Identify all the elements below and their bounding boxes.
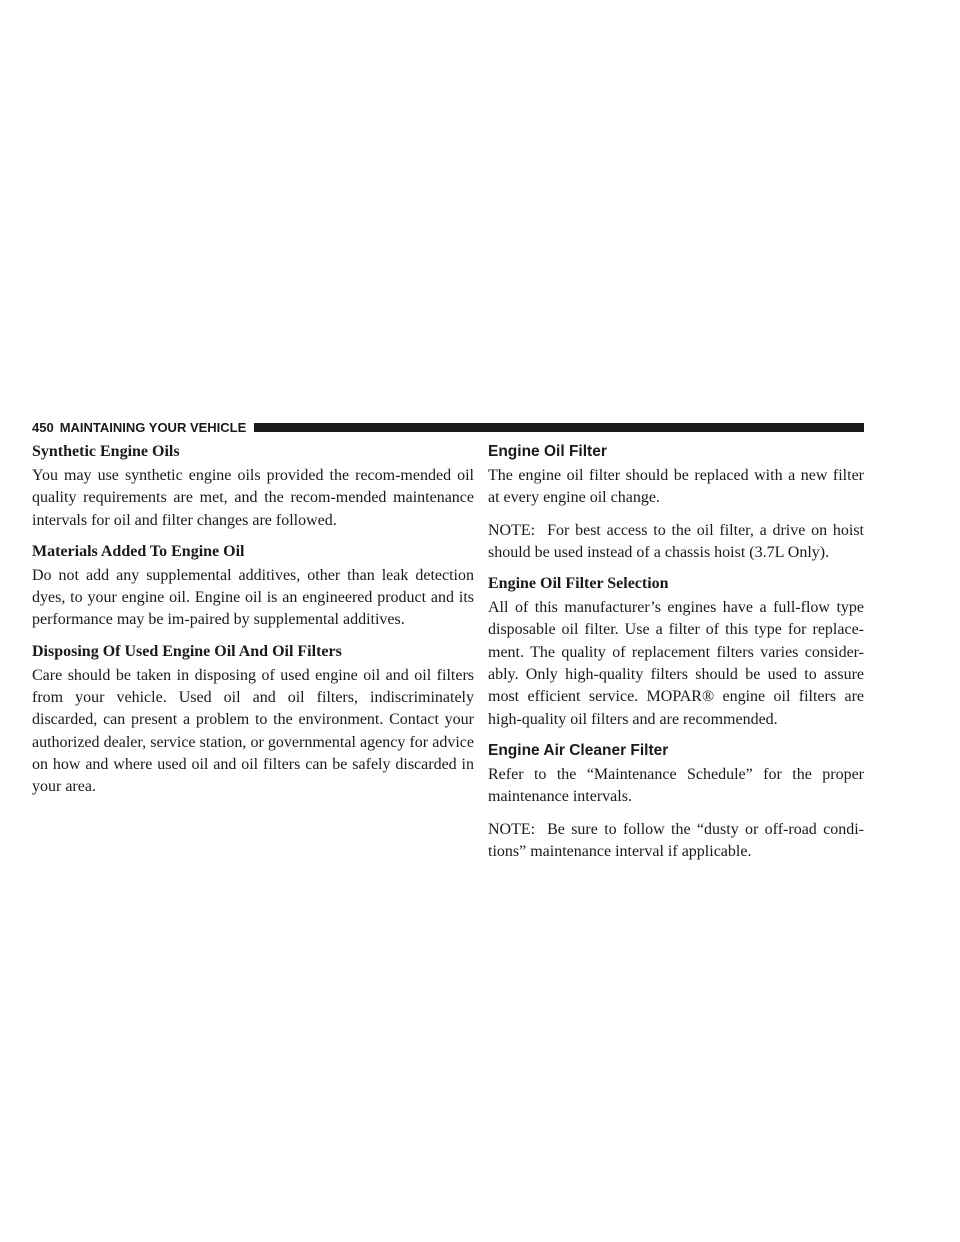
section-body: You may use synthetic engine oils provided the recom-mended oil quality requirements are met, and the recom-mended maintenance intervals for oil and filter changes are followed. [32, 467, 474, 529]
section-body: All of this manufacturer’s engines have a full-flow type disposable oil filter. Use a filter of this type for replace-ment. The quality of replacement filters varies consider-ably. Only high-quality filters should be used to assure most efficient service. MOPAR® engine oil filters are high-quality oil filters and are recommended. [488, 599, 864, 728]
page-header [32, 418, 864, 436]
note-paragraph [488, 520, 864, 565]
section-air-cleaner [488, 741, 864, 863]
section-heading: Engine Oil Filter Selection [488, 575, 669, 593]
right-column [488, 442, 864, 873]
note-paragraph [488, 819, 864, 864]
note-text: For best access to the oil filter, a drive on hoist should be used instead of a chassis hoist (3.7L Only). [488, 521, 864, 561]
note-label: NOTE: [488, 820, 536, 838]
header-rule [254, 423, 864, 432]
section-title: MAINTAINING YOUR VEHICLE [59, 419, 247, 435]
section-disposing-oil [32, 642, 474, 799]
left-column [32, 442, 474, 809]
note-text: Be sure to follow the “dusty or off-road condi-tions” maintenance interval if applicable. [488, 820, 864, 860]
page-number: 450 [32, 419, 54, 435]
section-body: The engine oil filter should be replaced with a new filter at every engine oil change. [488, 467, 864, 507]
section-heading: Engine Oil Filter [488, 443, 607, 460]
section-filter-selection [488, 574, 864, 731]
section-heading: Disposing Of Used Engine Oil And Oil Filters [32, 642, 342, 660]
section-oil-filter [488, 442, 864, 564]
section-heading: Materials Added To Engine Oil [32, 542, 245, 560]
section-body: Do not add any supplemental additives, other than leak detection dyes, to your engine oil. Engine oil is an engineered product and its performance may be im-paired by supplemental additives. [32, 566, 474, 629]
section-body: Refer to the “Maintenance Schedule” for the proper maintenance intervals. [488, 765, 864, 806]
note-label: NOTE: [488, 521, 536, 539]
section-materials-added [32, 542, 474, 632]
section-body: Care should be taken in disposing of used engine oil and oil filters from your vehicle. Used oil and oil filters, indiscriminately discarded, can present a problem to the environment. Contact your authorized dealer, service station, or governmental agency for advice on how and where used oil and oil filters can be safely discarded in your area. [32, 666, 474, 796]
section-heading: Engine Air Cleaner Filter [488, 741, 669, 759]
section-heading: Synthetic Engine Oils [32, 443, 180, 460]
section-synthetic-oils [32, 442, 474, 532]
